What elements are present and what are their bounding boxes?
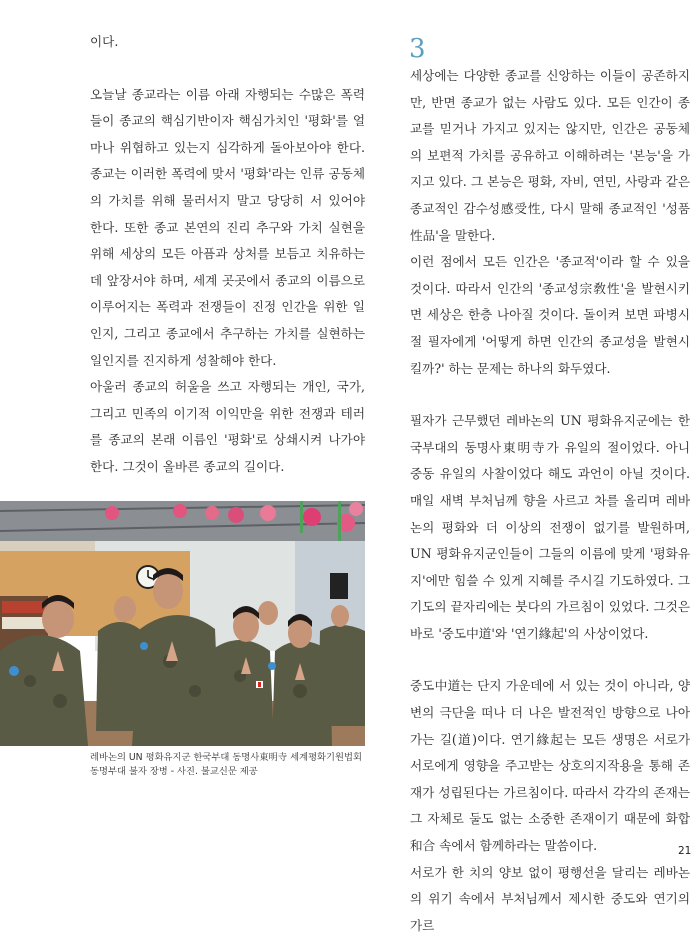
section-number: 3 [409,34,426,64]
left-column [90,29,365,481]
right-column [410,63,690,939]
right-paragraph-1: 세상에는 다양한 종교를 신앙하는 이들이 공존하지만, 반면 종교가 없는 사람도 있다. 모든 인간이 종교를 믿거나 가지고 있지는 않지만, 인간은 공동체의 보편적 가치를 공유하고 이해하려는 '본능'을 가지고 있다. 그 본능은 평화, 자비, 연민, 사랑과 같은 종교적인 감수성感受性, 다시 말해 종교적인 '성품性品'을 말한다. [410,68,690,243]
left-paragraph-3: 아울러 종교의 허울을 쓰고 자행되는 개인, 국가, 그리고 민족의 이기적 이익만을 위한 전쟁과 테러를 종교의 본래 이름인 '평화'로 상쇄시켜 나가야 한다. 그것이 올바른 종교의 길이다. [90,379,365,474]
left-paragraph-1: 이다. [90,34,119,49]
right-paragraph-2: 이런 점에서 모든 인간은 '종교적'이라 할 수 있을 것이다. 따라서 인간의 '종교성宗敎性'을 발현시키면 세상은 한층 나아질 것이다. 돌이켜 보면 파병시절 필자에게 '어떻게 하면 인간의 종교성을 발현시킬까?' 하는 문제는 하나의 화두였다. [410,254,690,376]
right-paragraph-3: 필자가 근무했던 레바논의 UN 평화유지군에는 한국부대의 동명사東明寺가 유일의 절이었다. 아니 중동 유일의 사찰이었다 해도 과언이 아닐 것이다. 매일 새벽 부처님께 향을 사르고 차를 올리며 레바논의 평화와 더 이상의 전쟁이 없기를 발원하며, UN 평화유지군인들이 그들의 이름에 맞게 '평화유지'에만 힘쓸 수 있게 지혜를 주시길 기도하였다. 그 기도의 끝자리에는 붓다의 가르침이 있었다. 그것은 바로 '중도中道'와 '연기緣起'의 사상이었다. [410,413,690,641]
right-paragraph-5: 서로가 한 치의 양보 없이 평행선을 달리는 레바논의 위기 속에서 부처님께서 제시한 중도와 연기의 가르 [410,864,690,933]
right-paragraph-4: 중도中道는 단지 가운데에 서 있는 것이 아니라, 양변의 극단을 떠나 더 나은 발전적인 방향으로 나아가는 길(道)이다. 연기緣起는 모든 생명은 서로가 서로에게 영향을 주고받는 상호의지작용을 통해 존재가 성립된다는 가르침이다. 따라서 각각의 존재는 그 자체로 둘도 없는 소중한 존재이기 때문에 화합和合 속에서 함께하라는 말씀이다. [410,678,690,854]
soldiers-praying-photo [0,501,365,746]
page-number: 21 [678,845,692,857]
left-paragraph-2: 오늘날 종교라는 이름 아래 자행되는 수많은 폭력들이 종교의 핵심기반이자 핵심가치인 '평화'를 얼마나 위협하고 있는지 심각하게 돌아보아야 한다. 종교는 이러한 폭력에 맞서 '평화'라는 인류 공동체의 가치를 위해 물러서지 말고 당당히 서 있어야 한다. 또한 종교 본연의 진리 추구와 가치 실현을 위해 세상의 모든 아픔과 상처를 보듬고 치유하는데 앞장서야 하며, 세계 곳곳에서 종교의 이름으로 이루어지는 폭력과 전쟁들이 진정 인간을 위한 일인지, 그리고 종교에서 추구하는 가치를 실현하는 일인지를 진지하게 성찰해야 한다. [90,86,365,368]
photo-caption: 레바논의 UN 평화유지군 한국부대 동명사東明寺 세계평화기원법회 동명부대 불자 장병 - 사진. 불교신문 제공 [90,752,362,777]
